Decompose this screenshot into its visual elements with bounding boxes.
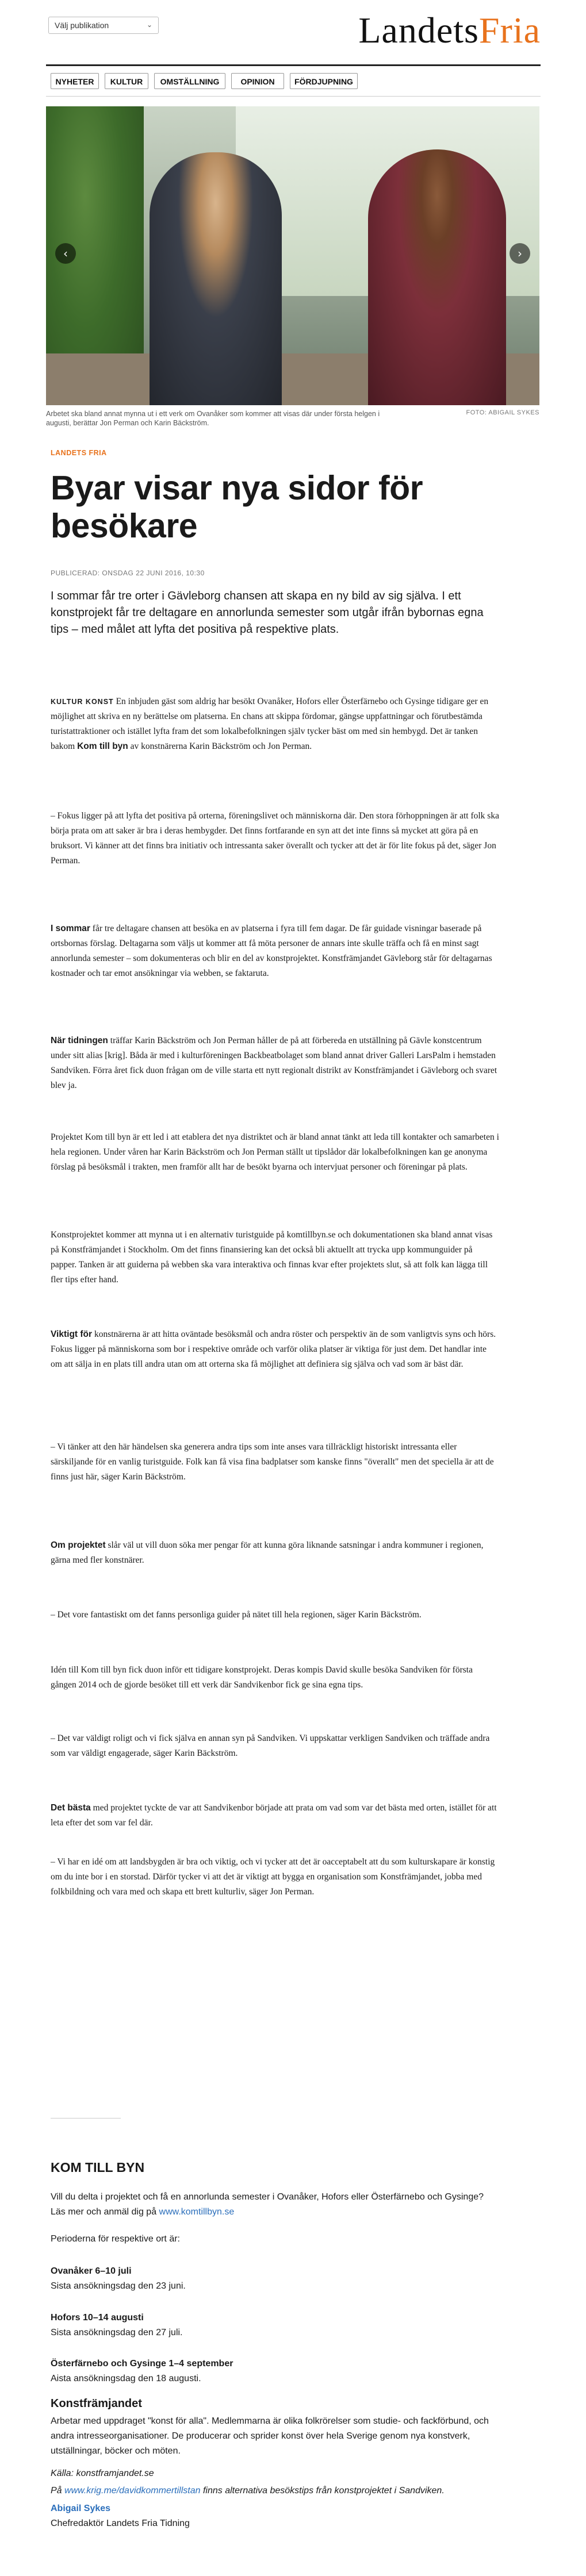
paragraph-kicker: KULTUR KONST	[51, 698, 114, 706]
body-paragraph: När tidningen träffar Karin Bäckström och Jon Perman håller de på att förbereda en utställning på Gävle konstcentrum under sitt alias [krig]. Båda är med i kulturföreningen Backbeatbolaget som bland annat driver Galleri LarsPalm i hemstaden Sandviken. Förra året fick duon frågan om de ville starta ett nytt regionalt distrikt av Konstfrämjandet i Gävleborg och svaret blev ja.	[51, 1036, 497, 1090]
body-paragraph: Om projektet slår väl ut vill duon söka mer pengar för att kunna göra liknande satsningar i andra kommuner i regionen, gärna med fler konstnärer.	[51, 1540, 484, 1565]
factbox-intro: Vill du delta i projektet och få en annorlunda semester i Ovanåker, Hofors eller Österfärnebo och Gysinge? Läs mer och anmäl dig på www.komtillbyn.se	[51, 2192, 484, 2217]
chevron-down-icon: ⌄	[146, 21, 152, 29]
section-label[interactable]: LANDETS FRIA	[51, 449, 107, 457]
photo-credit: FOTO: ABIGAIL SYKES	[466, 409, 539, 416]
logo-fria: Fria	[478, 10, 541, 51]
body-paragraph: – Vi har en idé om att landsbygden är bra och viktig, och vi tycker att det är oacceptabelt att du som kulturskapare är konstig om du inte bor i en storstad. Därför tycker vi att det är viktigt att bygga en organisation som Konstfrämjandet, jobba med folkbildning och vara med och skapa ett brett kulturliv, säger Jon Perman.	[51, 1857, 495, 1897]
body-paragraph: KULTUR KONST En inbjuden gäst som aldrig har besökt Ovanåker, Hofors eller Österfärnebo och Gysinge tidigare ger en möjlighet att skriva en ny berättelse om platserna. En chans att skippa fördomar, gängse uppfattningar och förutbestämda turistattraktioner och istället lyfta fram det som lokalbefolkningen själv tycker bäst om med sin hembygd. Det är tanken bakom Kom till byn av konstnärerna Karin Bäckström och Jon Perman.	[51, 697, 489, 751]
article-ingress: I sommar får tre orter i Gävleborg chansen att skapa en ny bild av sig själva. I ett konstprojekt får tre deltagare en annorlunda semester som utgår ifrån bybornas egna tips – med målet att lyfta det positiva på respektive plats.	[51, 590, 484, 636]
prev-image-button[interactable]: ‹	[55, 243, 76, 264]
publication-select-label: Välj publikation	[55, 21, 109, 30]
logo-landets: Landets	[358, 10, 479, 51]
nav-item-nyheter[interactable]: NYHETER	[51, 73, 99, 89]
publication-select[interactable]	[48, 17, 159, 34]
body-paragraph: – Det var väldigt roligt och vi fick själva en annan syn på Sandviken. Vi uppskattar verkligen Sandviken och träffade andra som var väldigt engagerade, säger Karin Bäckström.	[51, 1733, 490, 1758]
paragraph-lead: Det bästa	[51, 1803, 91, 1813]
article-title: Byar visar nya sidor för besökare	[51, 469, 423, 545]
factbox-periods-intro: Perioderna för respektive ort är:	[51, 2234, 180, 2244]
person-jon-perman	[150, 152, 282, 405]
konstframjandet-title: Konstfrämjandet	[51, 2397, 142, 2410]
author-block	[51, 2501, 190, 2531]
main-nav	[46, 64, 541, 97]
paragraph-lead: När tidningen	[51, 1036, 108, 1045]
top-bar	[46, 10, 541, 51]
body-paragraph: – Fokus ligger på att lyfta det positiva på orterna, föreningslivet och människorna där. Den stora förhoppningen är att folk ska börja prata om att saker är bra i deras hembygder. Det finns fortfarande en syn att det inte finns så mycket att göra på en bruksort. Vi känner att det finns bra initiativ och intressanta saker överallt och tycker att det är för lite fokus på det, säger Jon Perman.	[51, 811, 499, 866]
nav-item-fordjupning[interactable]: FÖRDJUPNING	[290, 73, 358, 89]
factbox-source: Källa: konstframjandet.se	[51, 2469, 154, 2478]
nav-item-kultur[interactable]: KULTUR	[105, 73, 148, 89]
krig-link[interactable]: www.krig.me/davidkommertillstan	[64, 2486, 201, 2496]
body-paragraph: Det bästa med projektet tyckte de var att Sandvikenbor började att prata om vad som var det bästa med orten, istället för att leta efter det som var fel där.	[51, 1803, 497, 1828]
hero-image	[46, 106, 539, 405]
factbox-period: Ovanåker 6–10 juli Sista ansökningsdag den 23 juni.	[51, 2266, 186, 2291]
site-logo[interactable]	[358, 12, 541, 49]
body-paragraph: Viktigt för konstnärerna är att hitta oväntade besöksmål och andra röster och perspektiv än de som vanligtvis syns och hörs. Fokus ligger på människorna som bor i respektive område och varför olika platser är viktiga för just dem. Det handlar inte om att sälja in en plats till andra utan om att orterna ska få möjlighet att definiera sig själva och vad som är bäst där.	[51, 1329, 496, 1369]
body-paragraph: Konstprojektet kommer att mynna ut i en alternativ turistguide på komtillbyn.se och dokumentationen ska bland annat visas på Konstfrämjandet i Stockholm. Om det finns finansiering kan det också bli aktuellt att trycka upp kommunguider på papper. Tanken är att guiderna på webben ska vara interaktiva och finnas kvar efter projektets slut, så att folk kan lägga till fler tips efter hand.	[51, 1230, 493, 1285]
nav-item-opinion[interactable]: OPINION	[231, 73, 284, 89]
body-paragraph: – Vi tänker att den här händelsen ska generera andra tips som inte anses vara tillräckligt historiskt intressanta eller särskiljande för en vanlig turistguide. Folk kan få visa fina badplatser som kanske finns "överallt" men det speciella är att de finns just här, säger Karin Bäckström.	[51, 1442, 494, 1482]
paragraph-lead: Viktigt för	[51, 1329, 93, 1339]
paragraph-lead: I sommar	[51, 924, 90, 933]
nav-item-omstallning[interactable]: OMSTÄLLNING	[154, 73, 225, 89]
paragraph-lead: Om projektet	[51, 1540, 106, 1550]
person-karin-backstrom	[368, 149, 506, 405]
author-role: Chefredaktör Landets Fria Tidning	[51, 2519, 190, 2528]
factbox-title: KOM TILL BYN	[51, 2160, 145, 2175]
body-paragraph: I sommar får tre deltagare chansen att besöka en av platserna i fyra till fem dagar. De får guidade visningar baserade på ortsbornas förslag. Deltagarna som väljs ut kommer att få möta personer de annars inte skulle träffa och få en minst sagt annorlunda semester – som dokumenteras och blir en del av konstprojektet. Konstfrämjandet Gävleborg står för deltagarnas kostnader och tar emot ansökningar via webben, se faktaruta.	[51, 924, 492, 978]
factbox-more: På www.krig.me/davidkommertillstan finns alternativa besökstips från konstprojektet i Sandviken.	[51, 2486, 445, 2496]
body-paragraph: Idén till Kom till byn fick duon inför ett tidigare konstprojekt. Deras kompis David skulle besöka Sandviken för första gången 2014 och de gjorde besöket till ett verk där Sandvikenbor fick ge sina egna tips.	[51, 1665, 473, 1690]
image-caption: Arbetet ska bland annat mynna ut i ett verk om Ovanåker som kommer att visas där under första helgen i augusti, berättar Jon Perman och Karin Bäckström.	[46, 410, 380, 427]
divider	[51, 2118, 121, 2119]
factbox	[51, 2160, 499, 2175]
author-name-link[interactable]: Abigail Sykes	[51, 2504, 111, 2513]
next-image-button[interactable]: ›	[510, 243, 530, 264]
komtillbyn-link[interactable]: www.komtillbyn.se	[159, 2207, 235, 2217]
factbox-period: Hofors 10–14 augusti Sista ansökningsdag den 27 juli.	[51, 2313, 183, 2337]
body-paragraph: – Det vore fantastiskt om det fanns personliga guider på nätet till hela regionen, säger Karin Bäckström.	[51, 1610, 422, 1620]
body-paragraph: Projektet Kom till byn är ett led i att etablera det nya distriktet och är bland annat tänkt att leda till kontakter och samarbeten i hela regionen. Under våren har Karin Bäckström och Jon Perman ställt ut tipslådor där lokalbefolkningen kan ge anonyma förslag på besöksmål i trakten, men framför allt har de besökt byarna och intervjuat personer och föreningar på plats.	[51, 1132, 499, 1172]
factbox-konstframjandet: Konstfrämjandet Arbetar med uppdraget "konst för alla". Medlemmarna är olika folkrörelser som studie- och fackförbund, och andra intresseorganisationer. De producerar och sprider konst över hela Sverige genom nya konstverk, utställningar, böcker och möten.	[51, 2397, 499, 2459]
factbox-period: Österfärnebo och Gysinge 1–4 september Aista ansökningsdag den 18 augusti.	[51, 2359, 233, 2383]
published-date: PUBLICERAD: ONSDAG 22 JUNI 2016, 10:30	[51, 569, 205, 577]
